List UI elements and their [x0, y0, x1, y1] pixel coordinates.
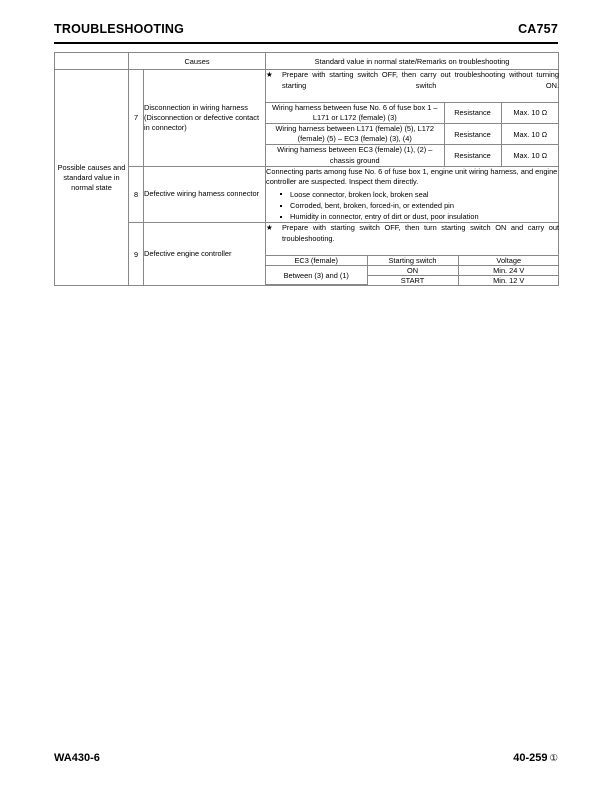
note-row [266, 70, 559, 102]
table-header-row [55, 53, 559, 70]
footer-revision-mark-icon: ① [549, 753, 558, 764]
switch-state: START [367, 275, 458, 285]
table-row [55, 223, 559, 286]
footer-page-number: 40-259 [513, 752, 548, 764]
cause-description: Defective wiring harness connector [144, 166, 266, 222]
measurement-table [266, 70, 559, 166]
voltage-table [266, 223, 559, 285]
standard-value-cell [266, 166, 559, 222]
measurement-target: Wiring harness between fuse No. 6 of fuse box 1 – L171 or L172 (female) (3) [266, 102, 444, 123]
page-footer [54, 748, 558, 766]
note-row [266, 223, 559, 255]
row-number: 8 [129, 166, 144, 222]
row-number: 7 [129, 70, 144, 167]
list-item: Humidity in connector, entry of dirt or dust, poor insulation [280, 211, 558, 222]
page-header [54, 22, 558, 44]
switch-state: ON [367, 265, 458, 275]
column-header-blank [55, 53, 129, 70]
voltage-column-header-switch: Starting switch [367, 255, 458, 265]
list-item: Loose connector, broken lock, broken seal [280, 189, 558, 200]
measurement-item: Resistance [444, 145, 501, 166]
star-icon: ★ [266, 223, 273, 233]
voltage-value: Min. 12 V [458, 275, 559, 285]
defect-list [266, 189, 558, 222]
list-item: Corroded, bent, broken, forced-in, or extended pin [280, 200, 558, 211]
possible-causes-label: Possible causes and standard value in normal state [55, 70, 129, 286]
voltage-column-header-voltage: Voltage [458, 255, 559, 265]
measurement-item: Resistance [444, 123, 501, 144]
table-row [55, 70, 559, 167]
measurement-item: Resistance [444, 102, 501, 123]
table-row [55, 166, 559, 222]
footer-model: WA430-6 [54, 752, 100, 764]
inspection-paragraph: Connecting parts among fuse No. 6 of fuse box 1, engine unit wiring harness, and engine controller are suspected. Inspect them directly. [266, 166, 558, 187]
preparation-note-text: Prepare with starting switch OFF, then carry out troubleshooting without turning starting switch ON. [282, 70, 560, 90]
row-number: 9 [129, 223, 144, 286]
voltage-header-row [266, 255, 559, 265]
column-header-causes: Causes [129, 53, 266, 70]
column-header-standard-value: Standard value in normal state/Remarks on troubleshooting [266, 53, 559, 70]
measurement-target: Wiring harness between L171 (female) (5), L172 (female) (5) – EC3 (female) (3), (4) [266, 123, 444, 144]
voltage-value: Min. 24 V [458, 265, 559, 275]
troubleshooting-table [54, 52, 559, 286]
preparation-note-text: Prepare with starting switch OFF, then turn starting switch ON and carry out troubleshooting. [282, 223, 560, 243]
voltage-column-header-connector: EC3 (female) [266, 255, 367, 265]
cause-description: Defective engine controller [144, 223, 266, 286]
preparation-note [266, 223, 559, 255]
troubleshooting-table-wrapper [54, 52, 558, 286]
measurement-value: Max. 10 Ω [501, 123, 559, 144]
standard-value-cell [266, 70, 559, 167]
cause-description: Disconnection in wiring harness (Disconnection or defective contact in connector) [144, 70, 266, 167]
preparation-note [266, 70, 559, 102]
voltage-row [266, 265, 559, 275]
star-icon: ★ [266, 70, 273, 79]
measurement-value: Max. 10 Ω [501, 102, 559, 123]
standard-value-cell [266, 223, 559, 286]
measure-point: Between (3) and (1) [266, 265, 367, 285]
measurement-value: Max. 10 Ω [501, 145, 559, 166]
page-header-code: CA757 [518, 22, 558, 36]
measurement-row [266, 102, 559, 123]
measurement-row [266, 145, 559, 166]
page-header-title: TROUBLESHOOTING [54, 22, 185, 36]
footer-page-group [513, 748, 558, 766]
measurement-row [266, 123, 559, 144]
measurement-target: Wiring harness between EC3 (female) (1), (2) – chassis ground [266, 145, 444, 166]
